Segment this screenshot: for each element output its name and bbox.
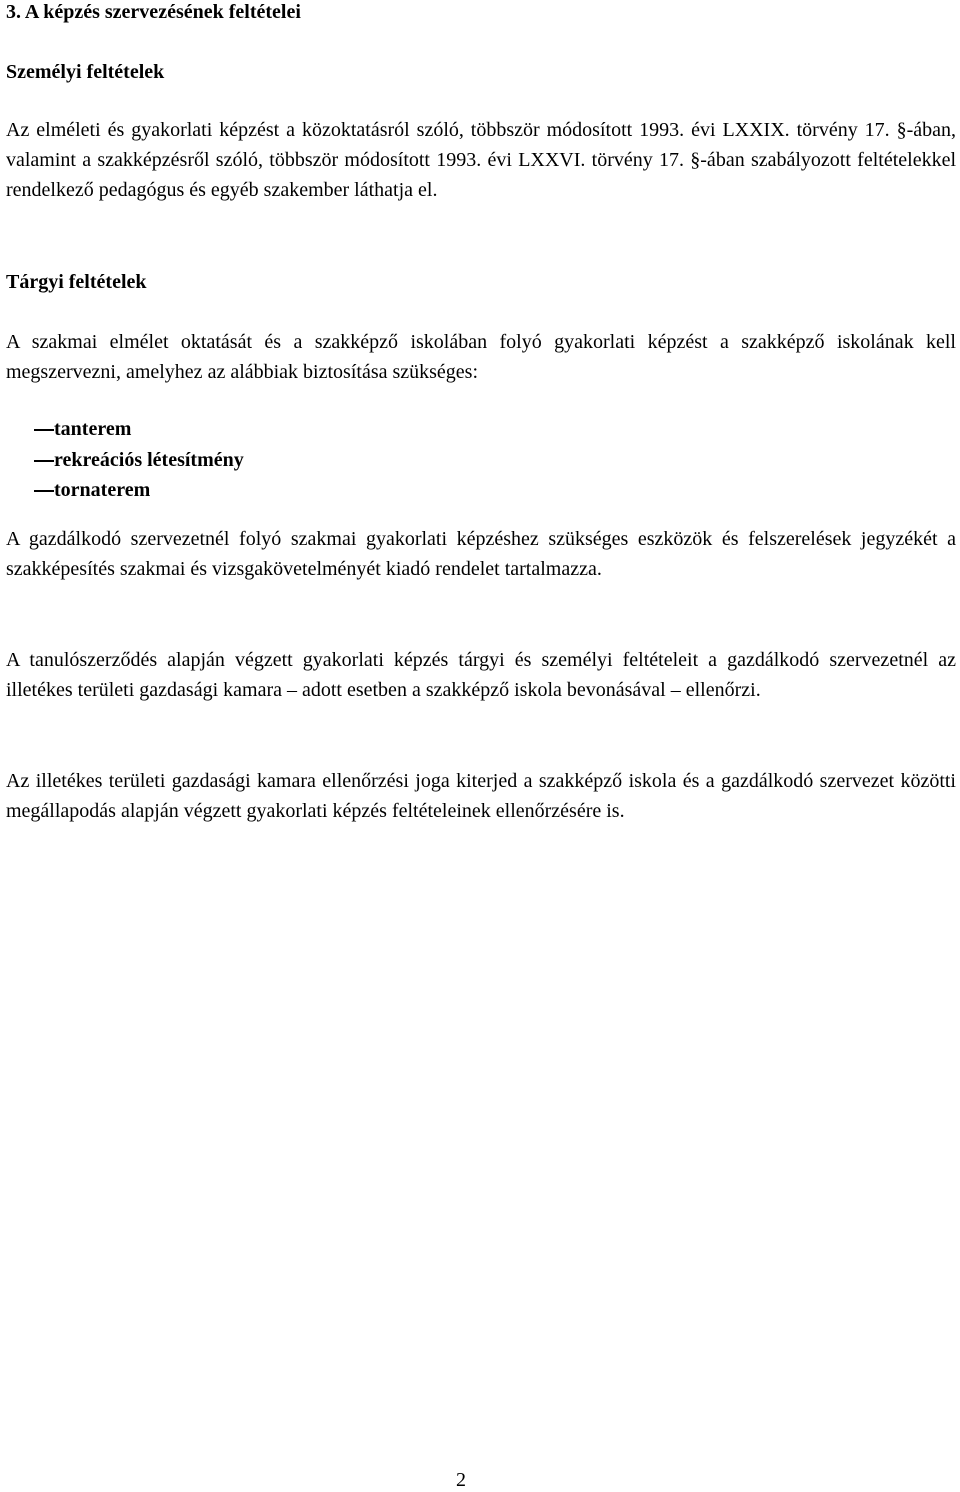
list-item-label: rekreációs létesítmény xyxy=(54,448,244,471)
page-number: 2 xyxy=(456,1469,466,1491)
requirements-list xyxy=(6,414,244,506)
apprenticeship-paragraph: A tanulószerződés alapján végzett gyakorlati képzés tárgyi és személyi feltételeit a gazdálkodó szervezetnél az illetékes területi gazdasági kamara – adott esetben a szakképző iskola bevonásával – ellenőrzi. xyxy=(6,649,956,701)
dash-bullet xyxy=(34,460,54,462)
list-item-label: tanterem xyxy=(54,418,132,440)
chamber-control-paragraph: Az illetékes területi gazdasági kamara ellenőrzési joga kiterjed a szakképző iskola és a gazdálkodó szervezet közötti megállapodás alapján végzett gyakorlati képzés feltételeinek ellenőrzésére is. xyxy=(6,770,956,822)
personal-conditions-heading: Személyi feltételek xyxy=(6,61,165,83)
list-item xyxy=(6,475,244,506)
list-item xyxy=(6,414,244,445)
dash-bullet xyxy=(34,429,54,431)
section-title: 3. A képzés szervezésének feltételei xyxy=(6,1,301,23)
list-item-label: tornaterem xyxy=(54,479,151,501)
dash-bullet xyxy=(34,490,54,492)
list-item xyxy=(6,445,244,476)
material-conditions-heading: Tárgyi feltételek xyxy=(6,271,147,293)
equipment-paragraph: A gazdálkodó szervezetnél folyó szakmai gyakorlati képzéshez szükséges eszközök és felszerelések jegyzékét a szakképesítés szakmai és vizsgakövetelményét kiadó rendelet tartalmazza. xyxy=(6,528,956,580)
material-conditions-intro: A szakmai elmélet oktatását és a szakképző iskolában folyó gyakorlati képzést a szakképző iskolának kell megszervezni, amelyhez az alábbiak biztosítása szükséges: xyxy=(6,331,956,383)
personal-conditions-text: Az elméleti és gyakorlati képzést a közoktatásról szóló, többször módosított 1993. évi LXXIX. törvény 17. §-ában, valamint a szakképzésről szóló, többször módosított 1993. évi LXXVI. törvény 17. §-ában szabályozott feltételekkel rendelkező pedagógus és egyéb szakember láthatja el. xyxy=(6,119,956,201)
